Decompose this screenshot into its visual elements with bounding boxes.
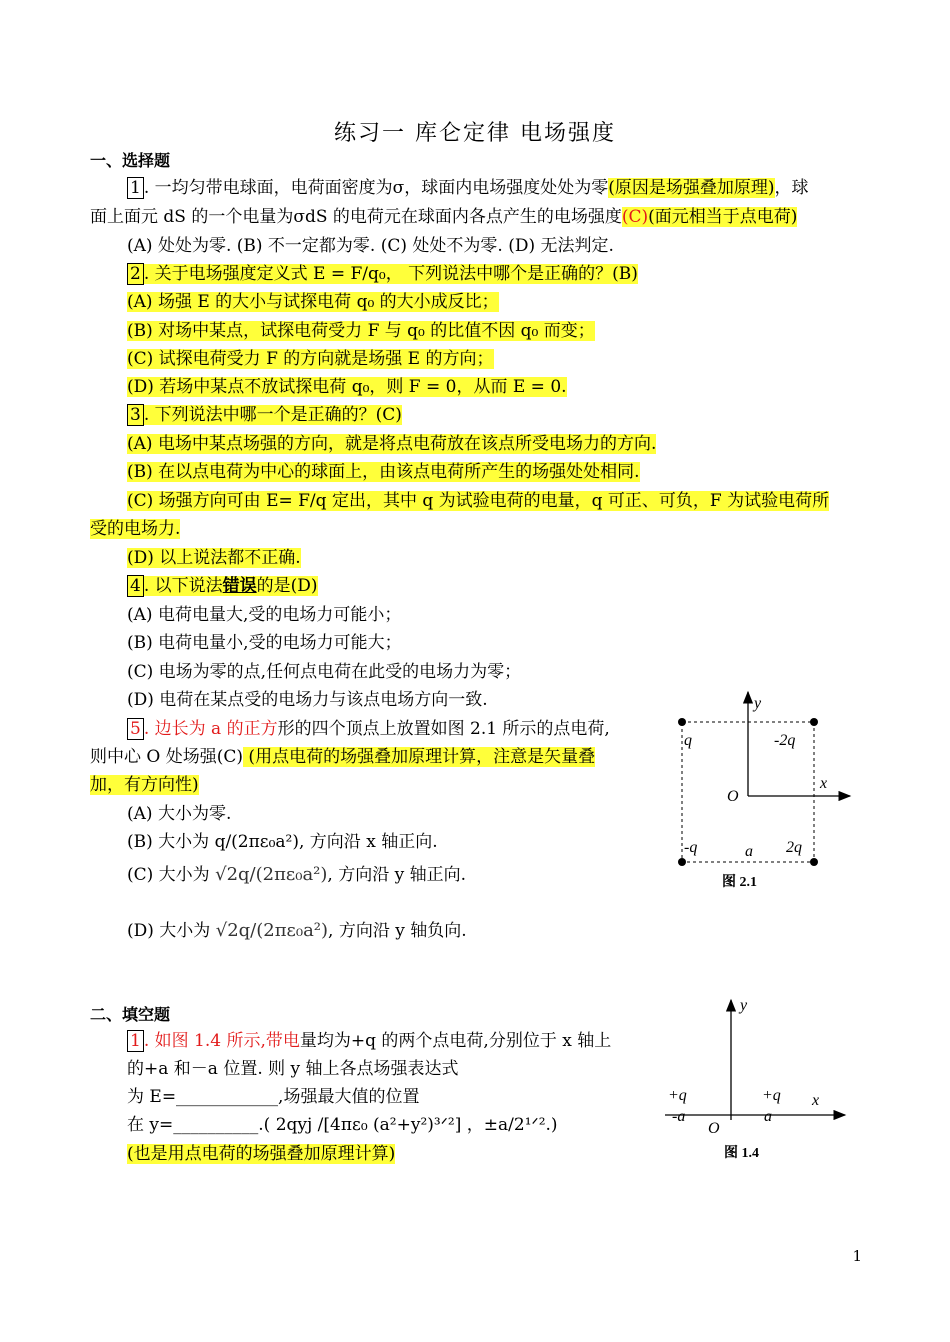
page-title: 练习一 库仑定律 电场强度 <box>334 121 616 146</box>
q1-options: (A) 处处为零. (B) 不一定都为零. (C) 处处不为零. (D) 无法判定. <box>127 236 614 256</box>
q5-line3: 加，有方向性) <box>90 775 199 795</box>
fig14-q-left: +q <box>668 1087 687 1104</box>
fig21-q-br: 2q <box>786 839 802 856</box>
fill1-line5: (也是用点电荷的场强叠加原理计算) <box>127 1144 396 1164</box>
q4-option-b: (B) 电荷电量小,受的电场力可能大； <box>127 633 402 653</box>
q5-line1: 5 . 边长为 a 的正方形的四个顶点上放置如图 2.1 所示的点电荷, <box>127 716 610 742</box>
fig14-caption: 图 1.4 <box>724 1146 759 1161</box>
fill1-line3: 为 E=____________,场强最大值的位置 <box>127 1087 420 1107</box>
fig21-origin: O <box>727 788 739 805</box>
q2-option-b: (B) 对场中某点，试探电荷受力 F 与 q₀ 的比值不因 q₀ 而变； <box>127 321 595 341</box>
q5-line2: 则中心 O 处场强(C) (用点电荷的场强叠加原理计算，注意是矢量叠 <box>90 747 596 767</box>
fig21-x-label: x <box>820 775 828 792</box>
charge-dot-tl <box>678 718 686 726</box>
fig14-x-label: x <box>812 1092 820 1109</box>
q5-option-c: (C) 大小为 √2q/(2πε₀a²), 方向沿 y 轴正向. <box>127 864 467 885</box>
q5-option-a: (A) 大小为零. <box>127 804 232 824</box>
fig14-q-right: +q <box>762 1087 781 1104</box>
charge-dot-tr <box>810 718 818 726</box>
section-choice-heading: 一、选择题 <box>90 151 171 170</box>
q1-line1: 1 . 一均匀带电球面，电荷面密度为σ，球面内电场强度处处为零(原因是场强叠加原理)，球 <box>127 175 809 201</box>
fill1-line4: 在 y=__________.( 2qyj /[4πε₀ (a²+y²)³ᐟ²] ，±a/2¹ᐟ².) <box>127 1115 558 1135</box>
charge-dot-bl <box>678 858 686 866</box>
section-fill-heading: 二、填空题 <box>90 1005 171 1024</box>
formula-d: √2q/(2πε₀a²) <box>215 920 329 941</box>
q3-option-b: (B) 在以点电荷为中心的球面上，由该点电荷所产生的场强处处相同. <box>127 462 640 482</box>
q4-option-d: (D) 电荷在某点受的电场力与该点电场方向一致. <box>127 690 488 710</box>
q3-option-d: (D) 以上说法都不正确. <box>127 548 301 568</box>
q2-stem: 2 . 关于电场强度定义式 E = F/q₀， 下列说法中哪个是正确的？(B) <box>127 261 638 287</box>
figure-2-1 <box>660 688 870 898</box>
q3-stem: 3 . 下列说法中哪一个是正确的？(C) <box>127 402 402 428</box>
figure-1-4 <box>660 990 860 1165</box>
fig21-side-a: a <box>745 843 753 860</box>
q1-number: 1 <box>127 177 144 199</box>
fig14-origin: O <box>708 1120 720 1137</box>
fig21-q-bl: -q <box>684 839 698 856</box>
fig21-y-label: y <box>754 695 762 712</box>
q3-option-c-cont: 受的电场力. <box>90 519 181 539</box>
formula-c: √2q/(2πε₀a²) <box>215 864 328 885</box>
charge-dot-br <box>810 858 818 866</box>
q1-line2: 面上面元 dS 的一个电量为σdS 的电荷元在球面内各点产生的电场强度(C)(面元相当于点电荷) <box>90 207 798 227</box>
q3-option-c: (C) 场强方向可由 E= F/q 定出，其中 q 为试验电荷的电量，q 可正、可负，F 为试验电荷所 <box>127 491 830 511</box>
page-number: 1 <box>852 1247 862 1265</box>
q4-stem: 4 . 以下说法错误的是(D) <box>127 573 318 599</box>
fig21-q-tr: -2q <box>774 732 796 749</box>
fig21-caption: 图 2.1 <box>722 875 757 890</box>
fig14-a-left: -a <box>672 1108 686 1125</box>
q2-option-c: (C) 试探电荷受力 F 的方向就是场强 E 的方向； <box>127 349 494 369</box>
q4-option-c: (C) 电场为零的点,任何点电荷在此受的电场力为零； <box>127 662 522 682</box>
q2-option-a: (A) 场强 E 的大小与试探电荷 q₀ 的大小成反比； <box>127 292 499 312</box>
fig14-a-right: a <box>764 1108 772 1125</box>
fig21-q-tl: q <box>684 732 692 749</box>
fig14-y-label: y <box>740 997 748 1014</box>
fill1-line2: 的+a 和－a 位置. 则 y 轴上各点场强表达式 <box>127 1059 459 1079</box>
q3-option-a: (A) 电场中某点场强的方向，就是将点电荷放在该点所受电场力的方向. <box>127 434 657 454</box>
q4-option-a: (A) 电荷电量大,受的电场力可能小； <box>127 605 402 625</box>
q2-option-d: (D) 若场中某点不放试探电荷 q₀，则 F = 0，从而 E = 0. <box>127 377 567 397</box>
fill1-line1: 1 . 如图 1.4 所示,带电量均为+q 的两个点电荷,分别位于 x 轴上 <box>127 1028 611 1054</box>
q5-option-b: (B) 大小为 q/(2πε₀a²), 方向沿 x 轴正向. <box>127 832 438 852</box>
q5-option-d: (D) 大小为 √2q/(2πε₀a²), 方向沿 y 轴负向. <box>127 920 467 941</box>
